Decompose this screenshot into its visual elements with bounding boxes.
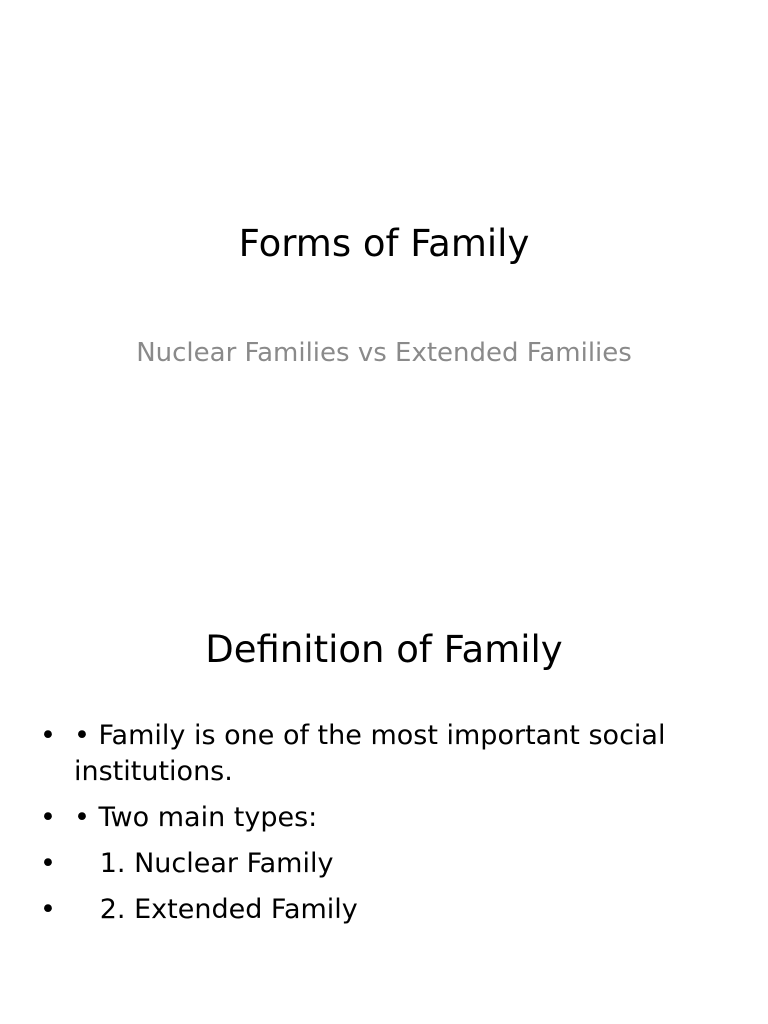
list-item <box>40 892 720 928</box>
bullet-text: • Family is one of the most important social institutions. <box>74 720 666 787</box>
bullet-text: 2. Extended Family <box>74 894 358 925</box>
bullet-text: • Two main types: <box>74 802 318 833</box>
bullet-marker: • <box>40 848 56 879</box>
list-item <box>40 718 720 790</box>
definition-slide <box>0 512 768 1024</box>
slide-title: Forms of Family <box>238 222 530 265</box>
bullet-text: 1. Nuclear Family <box>74 848 334 879</box>
bullet-marker: • <box>40 894 56 925</box>
slide-title: Definition of Family <box>205 628 563 671</box>
bullet-marker: • <box>40 720 56 751</box>
bullet-marker: • <box>40 802 56 833</box>
list-item <box>40 800 720 836</box>
bullet-list <box>40 718 720 938</box>
slide-subtitle: Nuclear Families vs Extended Families <box>136 338 632 368</box>
list-item <box>40 846 720 882</box>
